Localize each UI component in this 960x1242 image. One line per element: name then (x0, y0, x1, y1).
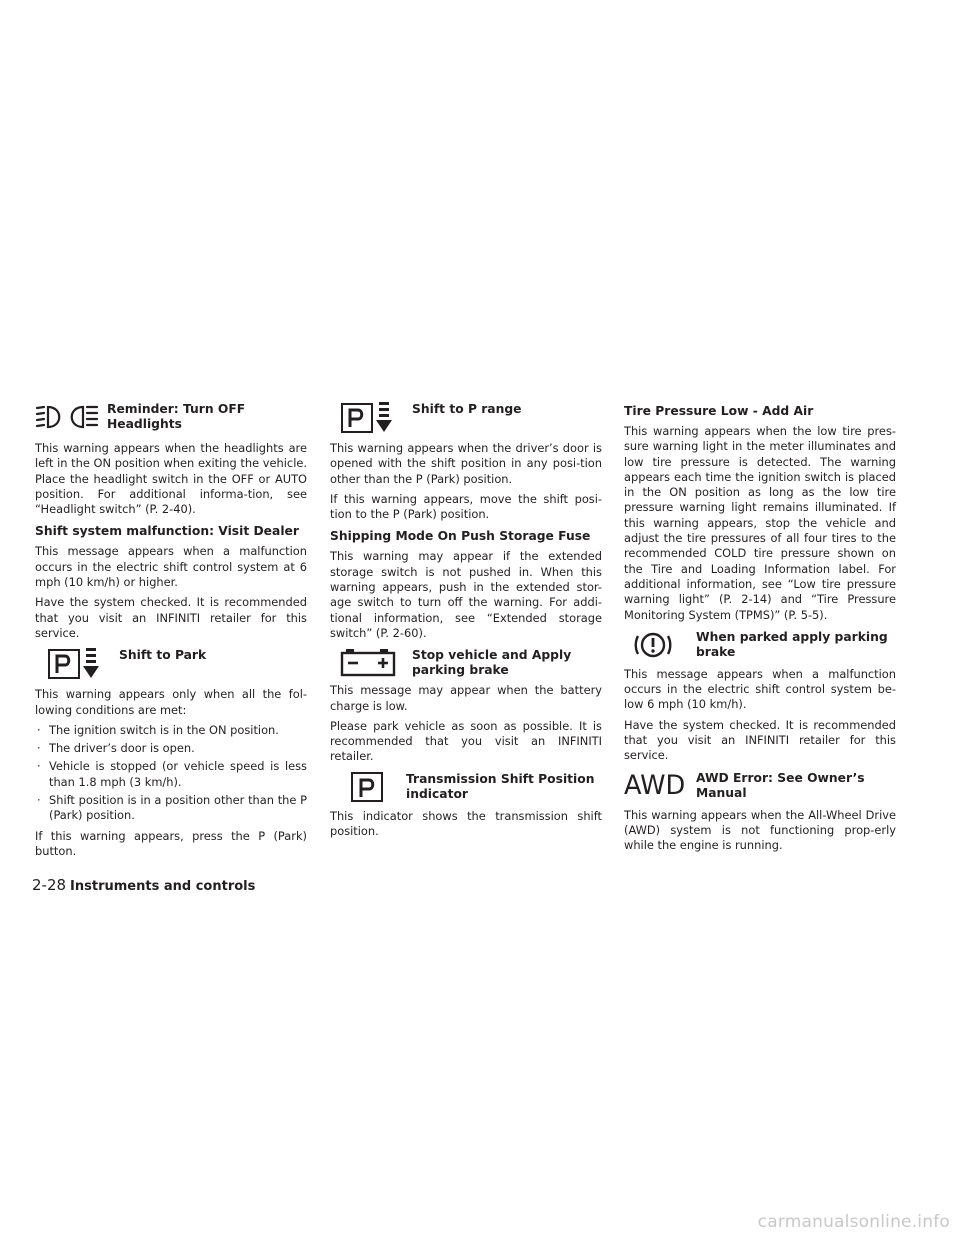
column-3 (624, 400, 896, 859)
transmission-indicator-text: This indicator shows the transmission shift position. (330, 808, 602, 839)
stop-vehicle-header (330, 646, 602, 678)
shift-to-park-header (35, 646, 307, 682)
column-2 (330, 400, 602, 844)
headlight-icon (35, 400, 107, 436)
awd-error-header (624, 769, 896, 803)
shift-malfunction-text-1: This message appears when a malfunction occurs in the electric shift control system at 6 mph (10 km/h) or higher. (35, 544, 307, 590)
park-shift-icon (47, 646, 119, 682)
shift-to-park-text-2: If this warning appears, press the P (Park) button. (35, 828, 307, 858)
headlights-reminder-title: Reminder: Turn OFF Headlights (107, 402, 246, 431)
transmission-indicator-title: Transmission Shift Position indicator (406, 771, 595, 801)
watermark: carmanualsonline.info (757, 1212, 950, 1232)
tire-pressure-text: This warning appears when the low tire pres-sure warning light in the meter illuminates and low tire pressure is detected. The warning appears each time the ignition switch is placed in the ON position as long as the low tire pressure warning light remains illuminated. If this warning appears, stop the vehicle and adjust the tire pressures of all four tires to the recommended COLD tire pressure shown on the Tire and Loading Information label. For additional information, see “Low tire pressure warning light” (P. 2-14) and “Tire Pressure Monitoring System (TPMS)” (P. 5-5). (624, 424, 896, 622)
condition-item: · The driver’s door is open. (35, 741, 307, 756)
awd-error-text: This warning appears when the All-Wheel Drive (AWD) system is not functioning prop-erly while the engine is running. (624, 807, 896, 853)
awd-icon: AWD (624, 769, 686, 801)
park-indicator-icon (334, 770, 406, 804)
stop-vehicle-text-2: Please park vehicle as soon as possible. It is recommended that you visit an INFINITI retailer. (330, 718, 602, 764)
tire-pressure-heading: Tire Pressure Low - Add Air (624, 404, 814, 418)
condition-item: · Shift position is in a position other than the P (Park) position. (35, 793, 307, 824)
section-title: Instruments and controls (70, 879, 256, 894)
shift-to-park-title: Shift to Park (119, 648, 207, 663)
shipping-mode-text: This warning may appear if the extended storage switch is not pushed in. When this warning appears, push in the extended stor-age switch to turn off the warning. For addi-tional information, see “Extended storage switch” (P. 2-60). (330, 549, 602, 640)
shift-malfunction-text-2: Have the system checked. It is recommended that you visit an INFINITI retailer for this service. (35, 595, 307, 640)
stop-vehicle-title: Stop vehicle and Apply parking brake (412, 648, 572, 678)
parked-brake-title: When parked apply parking brake (696, 629, 888, 659)
shift-malfunction-heading: Shift system malfunction: Visit Dealer (35, 524, 299, 539)
shipping-mode-heading: Shipping Mode On Push Storage Fuse (330, 529, 591, 544)
transmission-indicator-header (330, 770, 602, 804)
headlights-reminder-text: This warning appears when the headlights are left in the ON position when exiting the vehicle. Place the headlight switch in the OFF or AUTO position. For additional informa-tion, see “Headlight switch” (P. 2-40). (35, 441, 307, 517)
battery-icon (340, 646, 412, 678)
parked-brake-header (624, 628, 896, 662)
stop-vehicle-text-1: This message may appear when the battery charge is low. (330, 683, 602, 713)
condition-item: · Vehicle is stopped (or vehicle speed is less than 1.8 mph (3 km/h). (35, 759, 307, 790)
headlights-reminder-header (35, 400, 307, 436)
shift-p-range-header (330, 400, 602, 436)
parked-brake-text-2: Have the system checked. It is recommended that you visit an INFINITI retailer for this service. (624, 717, 896, 763)
page-number: 2-28 (32, 876, 67, 894)
warning-gear-icon (624, 628, 696, 662)
page-footer (32, 876, 255, 894)
parked-brake-text-1: This message appears when a malfunction occurs in the electric shift control system be-low 6 mph (10 km/h). (624, 666, 896, 712)
awd-error-title: AWD Error: See Owner’s Manual (696, 770, 865, 800)
condition-item: · The ignition switch is in the ON position. (35, 723, 307, 738)
column-1 (35, 400, 307, 864)
conditions-list (35, 723, 307, 824)
shift-p-range-title: Shift to P range (412, 402, 522, 416)
shift-p-range-text-1: This warning appears when the driver’s door is opened with the shift position in any posi-tion other than the P (Park) position. (330, 441, 602, 486)
park-shift-icon (340, 400, 412, 436)
shift-to-park-text: This warning appears only when all the fol-lowing conditions are met: (35, 687, 307, 717)
shift-p-range-text-2: If this warning appears, move the shift posi-tion to the P (Park) position. (330, 491, 602, 522)
